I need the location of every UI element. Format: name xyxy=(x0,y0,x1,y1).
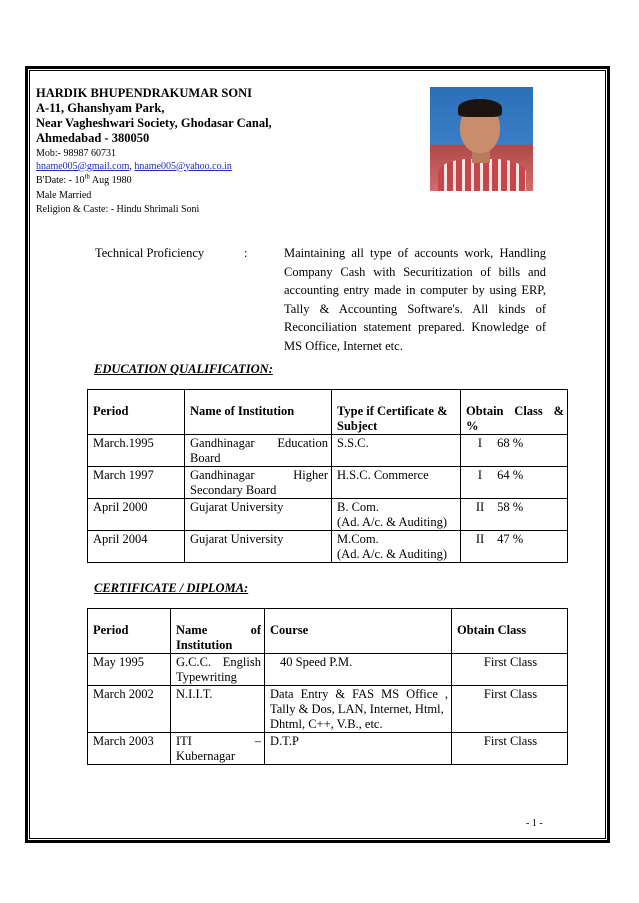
header-course: Course xyxy=(265,609,452,654)
tech-line: Reconciliation statement prepared. Knowledge of xyxy=(284,320,546,334)
address-line-3: Ahmedabad - 380050 xyxy=(36,131,150,145)
cell-subject: M.Com. (Ad. A/c. & Auditing) xyxy=(332,531,461,563)
table-row xyxy=(88,686,568,733)
table-row xyxy=(88,531,568,563)
table-row xyxy=(88,467,568,499)
table-row xyxy=(88,733,568,765)
cell-course: D.T.P xyxy=(265,733,452,765)
cell-period: March 2003 xyxy=(88,733,171,765)
email-line xyxy=(36,161,416,174)
cell-period: March 1997 xyxy=(88,467,185,499)
cell-class: First Class xyxy=(452,686,568,733)
table-row xyxy=(88,654,568,686)
address-line-2: Near Vagheshwari Society, Ghodasar Canal, xyxy=(36,116,272,130)
certificate-section-title: CERTIFICATE / DIPLOMA: xyxy=(94,581,249,595)
profile-photo xyxy=(430,87,533,191)
cell-class: First Class xyxy=(452,733,568,765)
table-row xyxy=(88,435,568,467)
header-obtain-class: Obtain Class & % xyxy=(461,390,568,435)
header-certificate-type: Type if Certificate & Subject xyxy=(332,390,461,435)
date-of-birth: B'Date: - 10th Aug 1980 xyxy=(36,172,132,186)
tech-line: Maintaining all type of accounts work, Handling xyxy=(284,246,546,260)
photo-shirt xyxy=(438,159,526,191)
page-number: - 1 - xyxy=(526,818,543,829)
tech-line: Tally & Accounting Software's. All kinds of xyxy=(284,301,546,316)
cell-institution: ITI – Kubernagar xyxy=(171,733,265,765)
tech-line: MS Office, Internet etc. xyxy=(284,338,403,353)
cell-institution: Gandhinagar Higher Secondary Board xyxy=(185,467,332,499)
email-link-yahoo[interactable]: hname005@yahoo.co.in xyxy=(134,160,232,172)
cell-subject: H.S.C. Commerce xyxy=(332,467,461,499)
technical-proficiency-colon: : xyxy=(244,246,248,260)
resume-header xyxy=(36,86,416,217)
gender-marital-status: Male Married xyxy=(36,189,92,201)
address-line-1: A-11, Ghanshyam Park, xyxy=(36,101,165,115)
cell-period: April 2004 xyxy=(88,531,185,563)
email-separator: , xyxy=(129,160,135,172)
table-header-row xyxy=(88,390,568,435)
candidate-name: HARDIK BHUPENDRAKUMAR SONI xyxy=(36,86,252,100)
religion-caste: Religion & Caste: - Hindu Shrimali Soni xyxy=(36,204,200,215)
tech-line: Company Cash with Securitization of bills and xyxy=(284,264,546,279)
header-period: Period xyxy=(88,609,171,654)
cell-institution: Gujarat University xyxy=(185,531,332,563)
cell-institution: Gandhinagar Education Board xyxy=(185,435,332,467)
education-table xyxy=(87,389,568,563)
cell-subject: S.S.C. xyxy=(332,435,461,467)
cell-subject: B. Com. (Ad. A/c. & Auditing) xyxy=(332,499,461,531)
photo-hair xyxy=(458,99,502,117)
cell-course: 40 Speed P.M. xyxy=(265,654,452,686)
tech-line: accounting entry made in computer by using ERP, xyxy=(284,283,546,297)
cell-class: First Class xyxy=(452,654,568,686)
cell-course: Data Entry & FAS MS Office , Tally & Dos, LAN, Internet, Html, Dhtml, C++, V.B., etc. xyxy=(265,686,452,733)
cell-institution: Gujarat University xyxy=(185,499,332,531)
cell-class: II 47 % xyxy=(461,531,568,563)
education-section-title: EDUCATION QUALIFICATION: xyxy=(94,362,273,376)
cell-class: I 64 % xyxy=(461,467,568,499)
certificate-table xyxy=(87,608,568,765)
cell-period: April 2000 xyxy=(88,499,185,531)
cell-class: II 58 % xyxy=(461,499,568,531)
header-institution: Name of Institution xyxy=(171,609,265,654)
header-period: Period xyxy=(88,390,185,435)
table-header-row xyxy=(88,609,568,654)
email-link-gmail[interactable]: hname005@gmail.com xyxy=(36,160,130,172)
header-obtain-class: Obtain Class xyxy=(452,609,568,654)
cell-institution: G.C.C. English Typewriting xyxy=(171,654,265,686)
cell-institution: N.I.I.T. xyxy=(171,686,265,733)
technical-proficiency-label: Technical Proficiency xyxy=(95,246,205,260)
technical-proficiency-text xyxy=(284,244,546,355)
mobile-number: Mob:- 98987 60731 xyxy=(36,148,116,159)
table-row xyxy=(88,499,568,531)
cell-period: March.1995 xyxy=(88,435,185,467)
cell-class: I 68 % xyxy=(461,435,568,467)
cell-period: May 1995 xyxy=(88,654,171,686)
cell-period: March 2002 xyxy=(88,686,171,733)
header-institution: Name of Institution xyxy=(185,390,332,435)
